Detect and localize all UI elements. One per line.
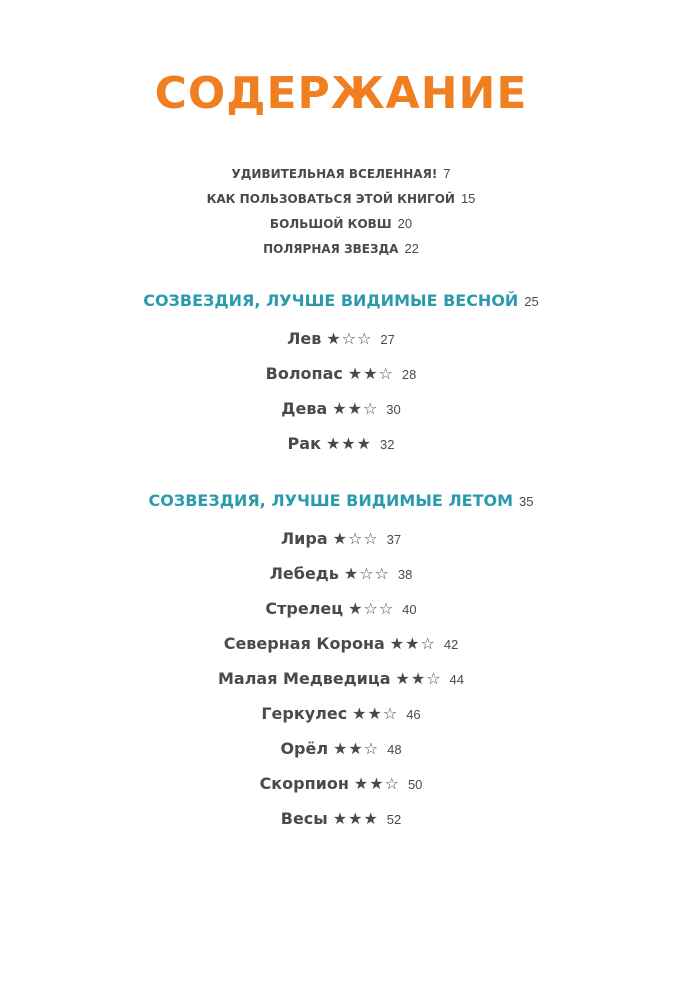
constellation-entry[interactable] [0,556,682,591]
star-filled-icon: ★ [348,809,364,828]
star-filled-icon: ★ [325,434,342,453]
star-filled-icon: ★ [343,564,360,583]
section-heading[interactable] [0,286,682,316]
constellation-page-number: 27 [380,332,395,347]
star-empty-icon: ☆ [382,704,399,723]
star-filled-icon: ★ [363,809,379,828]
constellation-entry[interactable] [0,626,682,661]
constellation-entry[interactable] [0,731,682,766]
star-filled-icon: ★ [353,774,370,793]
difficulty-rating [333,521,379,556]
constellation-name: Волопас [265,364,343,383]
difficulty-rating [354,766,400,801]
toc-page-number: 20 [397,216,413,231]
constellation-page-number: 46 [406,707,421,722]
star-filled-icon: ★ [395,669,411,688]
constellation-page-number: 38 [397,567,413,582]
constellation-name: Стрелец [265,599,344,618]
star-filled-icon: ★ [363,364,379,383]
star-filled-icon: ★ [341,434,357,453]
toc-entry-label: ПОЛЯРНАЯ ЗВЕЗДА [263,242,399,256]
constellation-name: Весы [280,809,328,828]
toc-entry-label: БОЛЬШОЙ КОВШ [269,217,392,231]
constellation-page-number: 52 [386,812,402,827]
star-filled-icon: ★ [348,599,364,618]
section-summer [0,486,682,836]
constellation-entry[interactable] [0,426,682,461]
section-heading[interactable] [0,486,682,516]
star-filled-icon: ★ [332,399,348,418]
constellation-page-number: 28 [401,367,417,382]
constellation-name: Малая Медведица [217,669,391,688]
star-empty-icon: ☆ [363,529,379,548]
constellation-name: Лебедь [269,564,339,583]
star-filled-icon: ★ [347,399,363,418]
star-empty-icon: ☆ [347,529,364,548]
star-empty-icon: ☆ [363,739,380,758]
star-filled-icon: ★ [326,329,342,348]
star-filled-icon: ★ [369,774,385,793]
constellation-name: Лира [280,529,328,548]
constellation-name: Лев [287,329,322,348]
toc-entry-label: КАК ПОЛЬЗОВАТЬСЯ ЭТОЙ КНИГОЙ [206,192,455,206]
constellation-page-number: 40 [402,602,417,617]
section-title: СОЗВЕЗДИЯ, ЛУЧШЕ ВИДИМЫЕ ВЕСНОЙ [143,291,519,310]
intro-list [0,160,682,260]
page-title: СОДЕРЖАНИЕ [154,68,528,119]
star-filled-icon: ★ [333,739,349,758]
section-page-number: 25 [524,294,539,309]
constellation-page-number: 50 [407,777,423,792]
constellation-name: Северная Корона [223,634,385,653]
difficulty-rating [396,661,442,696]
star-filled-icon: ★ [332,809,349,828]
constellation-list [0,521,682,836]
star-empty-icon: ☆ [341,329,358,348]
constellation-page-number: 42 [443,637,459,652]
difficulty-rating [332,391,378,426]
toc-entry[interactable] [0,160,682,185]
constellation-list [0,321,682,461]
star-filled-icon: ★ [367,704,383,723]
constellation-name: Скорпион [259,774,349,793]
star-empty-icon: ☆ [420,634,436,653]
constellation-name: Дева [281,399,328,418]
star-empty-icon: ☆ [359,564,375,583]
toc-entry[interactable] [0,210,682,235]
star-filled-icon: ★ [410,669,427,688]
star-filled-icon: ★ [347,364,364,383]
constellation-entry[interactable] [0,766,682,801]
star-empty-icon: ☆ [426,669,442,688]
star-empty-icon: ☆ [363,599,379,618]
difficulty-rating [352,696,398,731]
star-filled-icon: ★ [332,529,348,548]
constellation-page-number: 30 [386,402,401,417]
toc-page-number: 22 [404,241,419,256]
constellation-name: Геркулес [261,704,348,723]
constellation-page-number: 44 [449,672,465,687]
star-empty-icon: ☆ [357,329,373,348]
constellation-page-number: 48 [387,742,402,757]
star-filled-icon: ★ [405,634,421,653]
star-empty-icon: ☆ [362,399,379,418]
constellation-entry[interactable] [0,521,682,556]
constellation-entry[interactable] [0,661,682,696]
star-empty-icon: ☆ [378,599,395,618]
constellation-entry[interactable] [0,356,682,391]
difficulty-rating [348,356,394,391]
constellation-page-number: 37 [386,532,402,547]
difficulty-rating [344,556,390,591]
toc-page-number: 15 [460,191,476,206]
toc-entry[interactable] [0,185,682,210]
difficulty-rating [390,626,436,661]
constellation-entry[interactable] [0,391,682,426]
star-empty-icon: ☆ [374,564,390,583]
section-page-number: 35 [519,494,534,509]
star-filled-icon: ★ [352,704,368,723]
difficulty-rating [326,321,372,356]
constellation-entry[interactable] [0,696,682,731]
section-spring [0,286,682,461]
difficulty-rating [333,801,379,836]
constellation-entry[interactable] [0,321,682,356]
star-empty-icon: ☆ [384,774,400,793]
star-filled-icon: ★ [356,434,372,453]
star-filled-icon: ★ [389,634,406,653]
star-empty-icon: ☆ [378,364,394,383]
difficulty-rating [333,731,379,766]
star-filled-icon: ★ [348,739,364,758]
section-title: СОЗВЕЗДИЯ, ЛУЧШЕ ВИДИМЫЕ ЛЕТОМ [148,491,514,510]
difficulty-rating [326,426,372,461]
difficulty-rating [348,591,394,626]
toc-entry-label: УДИВИТЕЛЬНАЯ ВСЕЛЕННАЯ! [231,167,438,181]
toc-entry[interactable] [0,235,682,260]
constellation-name: Рак [287,434,321,453]
toc-page-number: 7 [443,166,451,181]
constellation-entry[interactable] [0,801,682,836]
constellation-entry[interactable] [0,591,682,626]
constellation-name: Орёл [280,739,329,758]
constellation-page-number: 32 [379,437,395,452]
